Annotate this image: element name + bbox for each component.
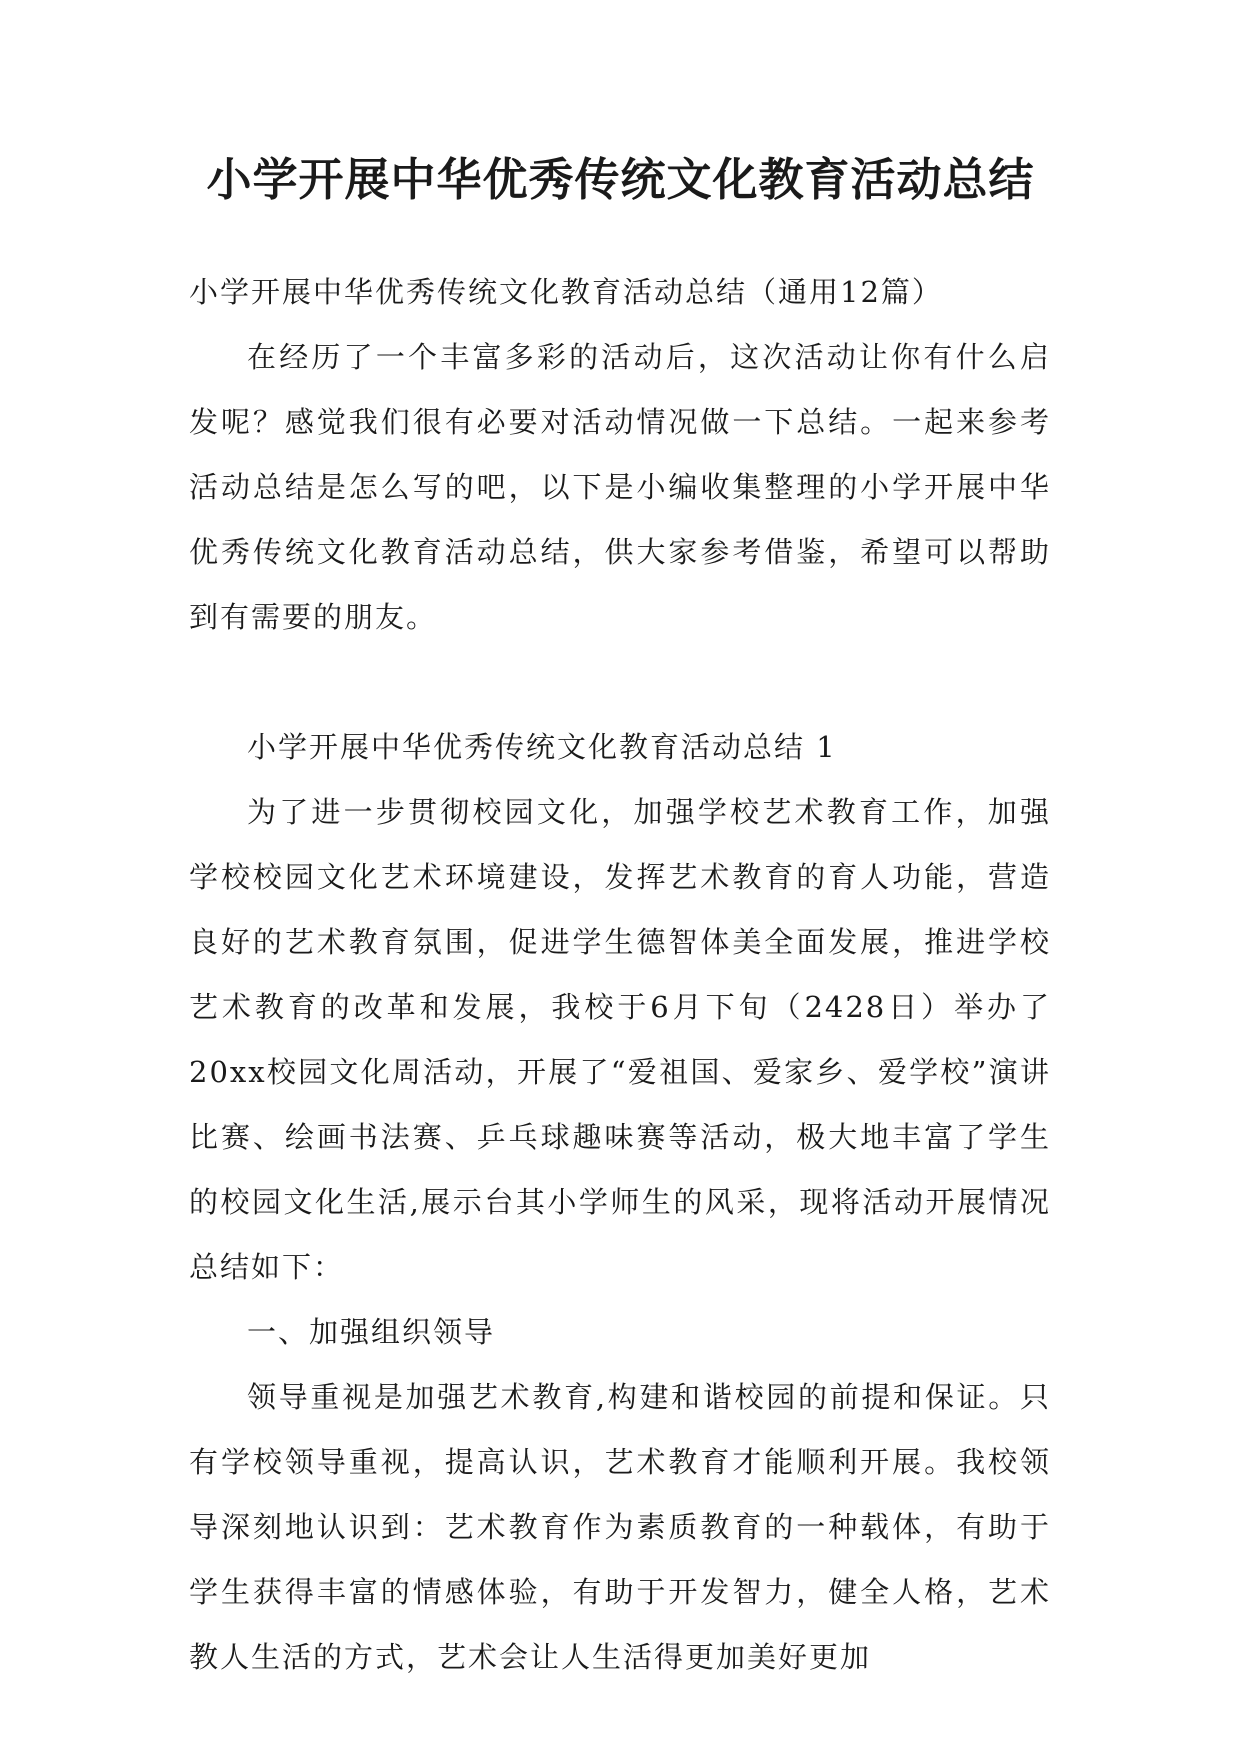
- subtitle-line: 小学开展中华优秀传统文化教育活动总结（通用12篇）: [189, 275, 943, 309]
- intro-paragraph: 在经历了一个丰富多彩的活动后，这次活动让你有什么启发呢？感觉我们很有必要对活动情况做一下总结。一起来参考活动总结是怎么写的吧，以下是小编收集整理的小学开展中华优秀传统文化教育活动总结，供大家参考借鉴，希望可以帮助到有需要的朋友。: [189, 340, 1051, 634]
- body-paragraph: 为了进一步贯彻校园文化，加强学校艺术教育工作，加强学校校园文化艺术环境建设，发挥艺术教育的育人功能，营造良好的艺术教育氛围，促进学生德智体美全面发展，推进学校艺术教育的改革和发展，我校于6月下旬（2428日）举办了20xx校园文化周活动，开展了“爱祖国、爱家乡、爱学校”演讲比赛、绘画书法赛、乒乓球趣味赛等活动，极大地丰富了学生的校园文化生活,展示台其小学师生的风采，现将活动开展情况总结如下：: [189, 795, 1051, 1284]
- subsection-heading: 一、加强组织领导: [247, 1315, 496, 1349]
- document-body: [189, 260, 1051, 1690]
- body-paragraph: 领导重视是加强艺术教育,构建和谐校园的前提和保证。只有学校领导重视，提高认识，艺术教育才能顺利开展。我校领导深刻地认识到：艺术教育作为素质教育的一种载体，有助于学生获得丰富的情感体验，有助于开发智力，健全人格，艺术教人生活的方式，艺术会让人生活得更加美好更加: [189, 1380, 1051, 1674]
- paragraph-spacer: [189, 650, 1051, 715]
- section-heading: 小学开展中华优秀传统文化教育活动总结 1: [247, 730, 837, 764]
- document-title: 小学开展中华优秀传统文化教育活动总结: [206, 153, 1035, 206]
